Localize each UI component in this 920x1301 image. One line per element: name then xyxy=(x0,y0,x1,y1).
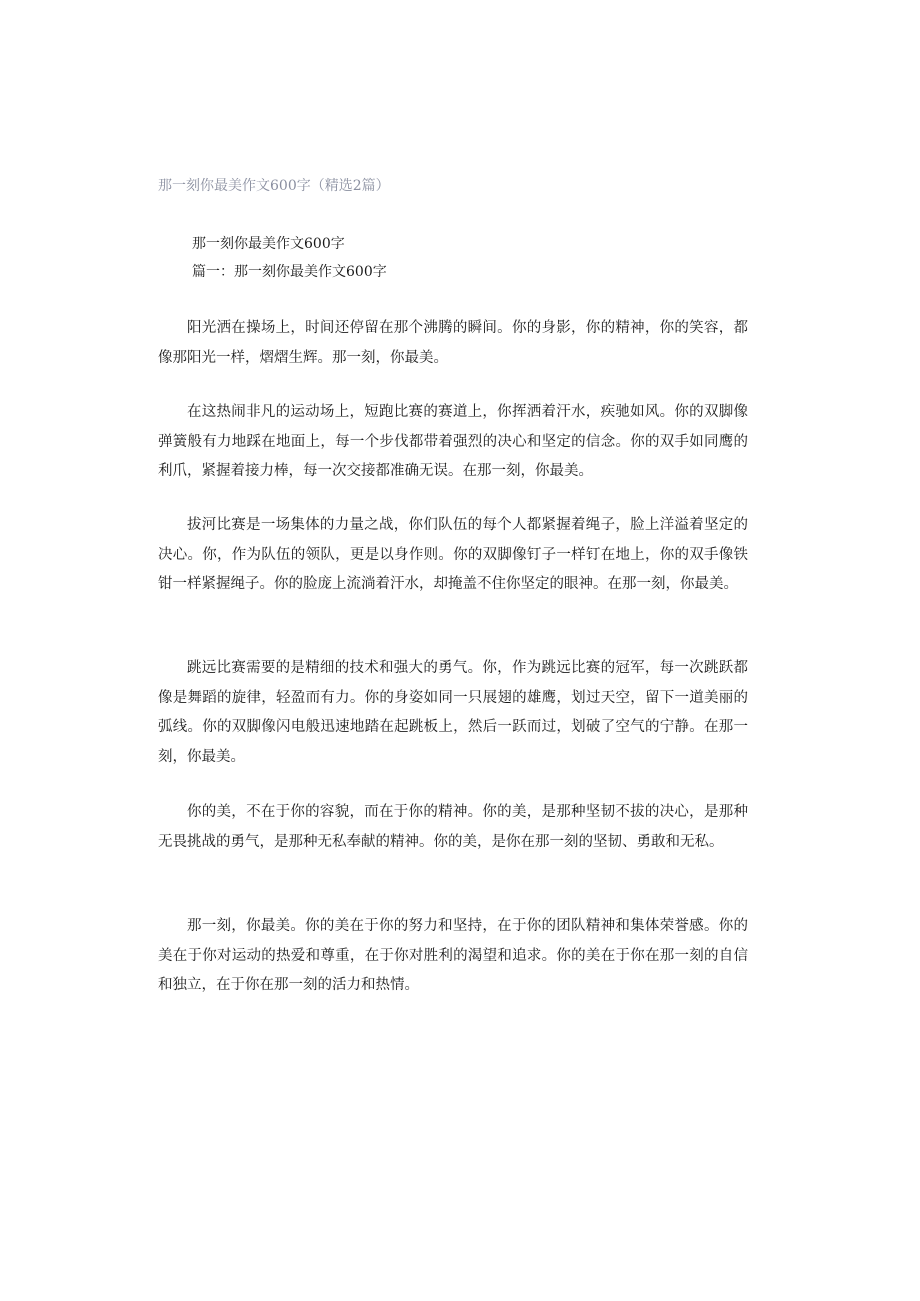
essay-subtitle: 那一刻你最美作文600字 xyxy=(192,236,345,252)
document-title: 那一刻你最美作文600字（精选2篇） xyxy=(158,178,390,194)
paragraph-4: 跳远比赛需要的是精细的技术和强大的勇气。你，作为跳远比赛的冠军，每一次跳跃都像是舞蹈的旋律，轻盈而有力。你的身姿如同一只展翅的雄鹰，划过天空，留下一道美丽的弧线。你的双脚像闪电般迅速地踏在起跳板上，然后一跃而过，划破了空气的宁静。在那一刻，你最美。 xyxy=(158,660,748,765)
paragraph-3: 拔河比赛是一场集体的力量之战，你们队伍的每个人都紧握着绳子，脸上洋溢着坚定的决心。你，作为队伍的领队，更是以身作则。你的双脚像钉子一样钉在地上，你的双手像铁钳一样紧握绳子。你的脸庞上流淌着汗水，却掩盖不住你坚定的眼神。在那一刻，你最美。 xyxy=(158,517,748,592)
paragraph-2: 在这热闹非凡的运动场上，短跑比赛的赛道上，你挥洒着汗水，疾驰如风。你的双脚像弹簧般有力地踩在地面上，每一个步伐都带着强烈的决心和坚定的信念。你的双手如同鹰的利爪，紧握着接力棒，每一次交接都准确无误。在那一刻，你最美。 xyxy=(158,404,748,479)
paragraph-1: 阳光洒在操场上，时间还停留在那个沸腾的瞬间。你的身影，你的精神，你的笑容，都像那阳光一样，熠熠生辉。那一刻，你最美。 xyxy=(158,320,748,366)
section-heading: 篇一：那一刻你最美作文600字 xyxy=(192,264,387,280)
paragraph-5: 你的美，不在于你的容貌，而在于你的精神。你的美，是那种坚韧不拔的决心，是那种无畏挑战的勇气，是那种无私奉献的精神。你的美，是你在那一刻的坚韧、勇敢和无私。 xyxy=(158,804,748,850)
paragraph-6: 那一刻，你最美。你的美在于你的努力和坚持，在于你的团队精神和集体荣誉感。你的美在于你对运动的热爱和尊重，在于你对胜利的渴望和追求。你的美在于你在那一刻的自信和独立，在于你在那一刻的活力和热情。 xyxy=(158,918,748,993)
